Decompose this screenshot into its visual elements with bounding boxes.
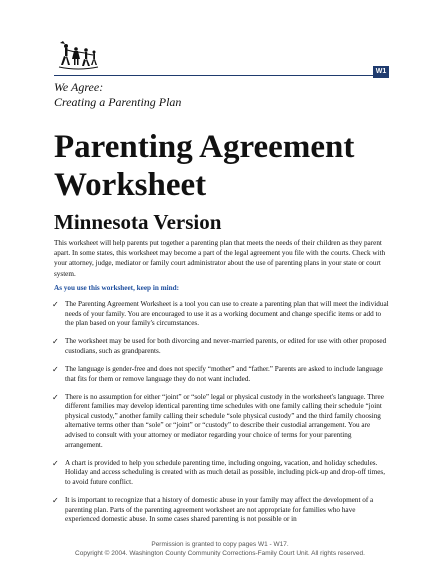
- intro-paragraph: This worksheet will help parents put together a parenting plan that meets the needs of their children as they parent apart. In some states, this worksheet may become a part of the legal agreement you file with the courts. Check with your attorney, judge, mediator or family court administrator about the use of parenting plans in your state or court system.: [54, 239, 386, 278]
- series-title: [54, 80, 181, 110]
- list-item-text: There is no assumption for either “joint” or “sole” legal or physical custody in the worksheet's language. Three different families may develop identical parenting time schedules with one family calling their schedule “joint physical custody,” another family calling their schedule “sole physical custody” and the third family choosing alternative terms other than “sole” or “joint” or “custody” to describe their custodial arrangement. You are advised to consult with your attorney or mediator regarding your choice of terms for your parenting arrangement.: [65, 392, 384, 449]
- page-badge: W1: [373, 66, 389, 78]
- series-title-line2: Creating a Parenting Plan: [54, 95, 182, 109]
- list-item: [50, 365, 390, 384]
- family-logo-icon: [56, 40, 100, 74]
- lead-heading: As you use this worksheet, keep in mind:: [54, 284, 179, 292]
- list-item: [50, 337, 390, 356]
- list-item: [50, 300, 390, 329]
- list-item-text: The language is gender-free and does not specify “mother” and “father.” Parents are asked to include language that fits for them or remove language they do not want included.: [65, 364, 383, 383]
- check-icon: ✓: [52, 458, 59, 468]
- check-icon: ✓: [52, 364, 59, 374]
- list-item-text: The Parenting Agreement Worksheet is a tool you can use to create a parenting plan that will meet the individual needs of your family. You are encouraged to use it as a working document and change specific items or add to the plan based on your family's circumstances.: [65, 300, 389, 328]
- check-icon: ✓: [52, 496, 59, 505]
- check-icon: ✓: [52, 392, 59, 402]
- page-title-line1: Parenting Agreement: [54, 129, 355, 165]
- list-item: [50, 393, 390, 451]
- check-icon: ✓: [52, 300, 59, 309]
- page-subtitle: Minnesota Version: [54, 210, 222, 234]
- header-rule: [54, 75, 373, 76]
- check-icon: ✓: [52, 337, 59, 347]
- list-item: [50, 496, 390, 525]
- list-item-text: It is important to recognize that a history of domestic abuse in your family may affect the development of a parenting plan. Parts of the parenting agreement worksheet are not appropriate for families who have experienced domestic abuse. In some cases shared parenting is not possible or in: [65, 496, 374, 524]
- page-title-line2: Worksheet: [54, 167, 207, 203]
- list-item: [50, 459, 390, 488]
- footer-copyright: Copyright © 2004. Washington County Community Corrections-Family Court Unit. All rights reserved.: [75, 550, 365, 557]
- list-item-text: The worksheet may be used for both divorcing and never-married parents, or edited for use with other proposed custodians, such as grandparents.: [65, 337, 387, 355]
- bullet-list: [50, 300, 390, 533]
- list-item-text: A chart is provided to help you schedule parenting time, including ongoing, vacation, and holiday schedules. Holiday and access scheduling is created with as much detail as possible, including pick-up and drop-off times, to avoid future conflict.: [65, 458, 386, 486]
- page-title: [54, 128, 354, 204]
- footer-permission: Permission is granted to copy pages W1 - W17.: [151, 541, 289, 548]
- page-footer: [0, 540, 440, 558]
- series-title-line1: We Agree:: [54, 80, 104, 94]
